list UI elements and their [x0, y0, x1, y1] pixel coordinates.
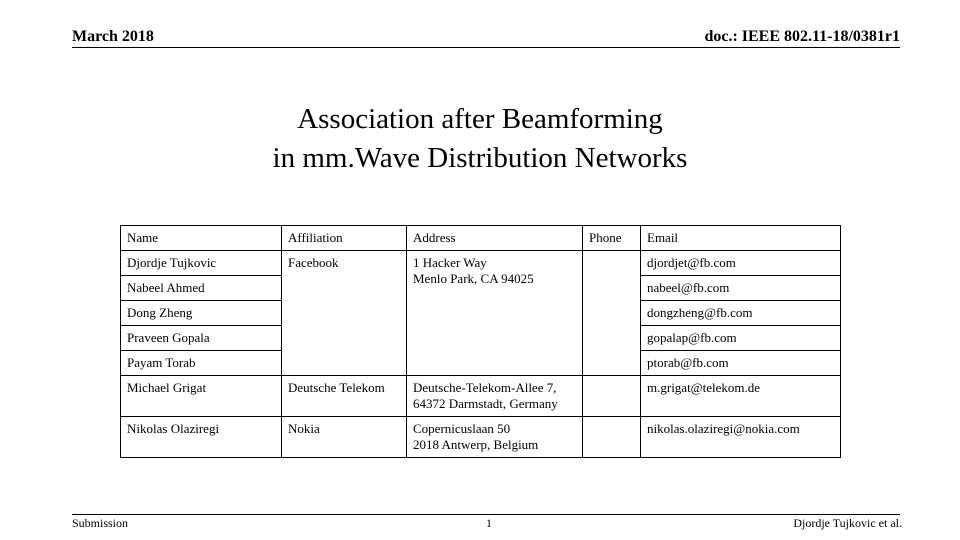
- author-email: ptorab@fb.com: [641, 351, 841, 376]
- address-line: 1 Hacker Way: [413, 255, 487, 270]
- table-row: [121, 376, 841, 417]
- address-cell: [407, 251, 583, 376]
- column-header: Email: [641, 226, 841, 251]
- slide-title: [0, 100, 960, 178]
- column-header: Address: [407, 226, 583, 251]
- phone-cell: [583, 417, 641, 458]
- affiliation-cell: Facebook: [282, 251, 407, 376]
- footer-submission: Submission: [72, 516, 129, 530]
- author-name: Payam Torab: [121, 351, 282, 376]
- footer-page-number: 1: [486, 516, 492, 530]
- column-header: Name: [121, 226, 282, 251]
- column-header: Phone: [583, 226, 641, 251]
- header-doc-number: doc.: IEEE 802.11-18/0381r1: [704, 28, 900, 45]
- author-email: dongzheng@fb.com: [641, 301, 841, 326]
- author-name: Praveen Gopala: [121, 326, 282, 351]
- table-row: [121, 417, 841, 458]
- address-line: 64372 Darmstadt, Germany: [413, 396, 558, 411]
- author-email: nikolas.olaziregi@nokia.com: [641, 417, 841, 458]
- footer-author: Djordje Tujkovic et al.: [793, 516, 902, 530]
- author-email: m.grigat@telekom.de: [641, 376, 841, 417]
- header-divider: [72, 47, 900, 48]
- table-header-row: [121, 226, 841, 251]
- author-email: gopalap@fb.com: [641, 326, 841, 351]
- table-row: [121, 251, 841, 276]
- address-cell: [407, 376, 583, 417]
- footer-divider: [72, 514, 900, 515]
- address-line: Copernicuslaan 50: [413, 421, 511, 436]
- address-line: Menlo Park, CA 94025: [413, 271, 534, 286]
- affiliation-cell: Nokia: [282, 417, 407, 458]
- header-date: March 2018: [72, 28, 154, 45]
- affiliation-cell: Deutsche Telekom: [282, 376, 407, 417]
- author-name: Djordje Tujkovic: [121, 251, 282, 276]
- author-name: Nabeel Ahmed: [121, 276, 282, 301]
- title-line-2: in mm.Wave Distribution Networks: [272, 142, 688, 174]
- author-name: Dong Zheng: [121, 301, 282, 326]
- author-email: djordjet@fb.com: [641, 251, 841, 276]
- author-name: Michael Grigat: [121, 376, 282, 417]
- address-line: Deutsche-Telekom-Allee 7,: [413, 380, 557, 395]
- title-line-1: Association after Beamforming: [297, 103, 663, 135]
- address-line: 2018 Antwerp, Belgium: [413, 437, 539, 452]
- author-email: nabeel@fb.com: [641, 276, 841, 301]
- author-name: Nikolas Olaziregi: [121, 417, 282, 458]
- phone-cell: [583, 251, 641, 376]
- address-cell: [407, 417, 583, 458]
- authors-table: [120, 225, 841, 458]
- column-header: Affiliation: [282, 226, 407, 251]
- phone-cell: [583, 376, 641, 417]
